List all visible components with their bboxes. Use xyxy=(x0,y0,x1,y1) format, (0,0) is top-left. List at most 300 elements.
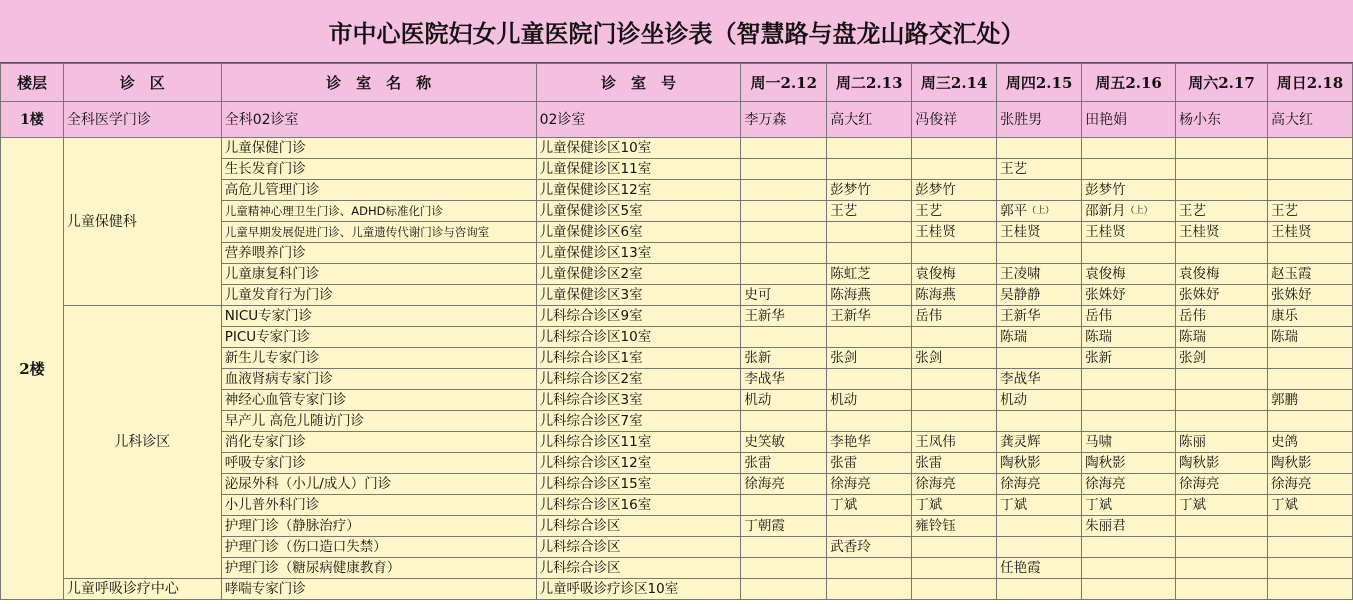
room-no-cell: 儿科综合诊区7室 xyxy=(536,411,741,432)
doctor-cell xyxy=(1082,558,1176,579)
doctor-cell xyxy=(827,579,912,600)
header-day: 周四2.15 xyxy=(997,64,1082,102)
room-name-cell: 呼吸专家门诊 xyxy=(221,453,536,474)
doctor-cell xyxy=(1082,201,1176,222)
doctor-cell xyxy=(1082,285,1176,306)
doctor-cell xyxy=(1267,453,1352,474)
floor-cell: 1楼 xyxy=(1,102,64,138)
room-no-cell: 儿童保健诊区2室 xyxy=(536,264,741,285)
doctor-name: 徐海亮 xyxy=(830,476,871,492)
doctor-cell xyxy=(1176,516,1268,537)
doctor-cell xyxy=(741,432,827,453)
room-no-cell: 儿科综合诊区15室 xyxy=(536,474,741,495)
room-no-cell: 02诊室 xyxy=(536,102,741,138)
doctor-cell xyxy=(741,201,827,222)
doctor-cell xyxy=(1267,495,1352,516)
table-row xyxy=(1,306,1353,327)
area-cell: 儿童保健科 xyxy=(63,138,221,306)
doctor-cell xyxy=(912,369,997,390)
doctor-name: 郭鹏 xyxy=(1270,392,1298,408)
doctor-cell xyxy=(1176,243,1268,264)
doctor-cell xyxy=(827,411,912,432)
room-no-cell: 儿科综合诊区16室 xyxy=(536,495,741,516)
doctor-cell xyxy=(1176,495,1268,516)
room-name-cell: 血液肾病专家门诊 xyxy=(221,369,536,390)
room-no-cell: 儿科综合诊区2室 xyxy=(536,369,741,390)
area-cell: 儿童呼吸诊疗中心 xyxy=(63,579,221,600)
doctor-cell xyxy=(1082,537,1176,558)
doctor-cell xyxy=(997,558,1082,579)
doctor-cell: 高大红 xyxy=(1267,102,1352,138)
doctor-name: 武香玲 xyxy=(830,539,871,555)
doctor-cell xyxy=(912,285,997,306)
doctor-name: 陈瑞 xyxy=(1179,329,1207,345)
room-no-cell: 儿科综合诊区9室 xyxy=(536,306,741,327)
doctor-cell xyxy=(827,285,912,306)
header-area: 诊 区 xyxy=(63,64,221,102)
doctor-cell xyxy=(1082,159,1176,180)
doctor-cell xyxy=(827,222,912,243)
doctor-name: 张姝妤 xyxy=(1179,287,1220,303)
doctor-cell xyxy=(997,474,1082,495)
doctor-cell xyxy=(1267,474,1352,495)
doctor-cell xyxy=(827,138,912,159)
room-no-cell: 儿童保健诊区5室 xyxy=(536,201,741,222)
doctor-cell xyxy=(1267,516,1352,537)
doctor-name: 丁斌 xyxy=(1179,497,1207,513)
doctor-cell xyxy=(997,180,1082,201)
doctor-cell xyxy=(997,306,1082,327)
doctor-cell xyxy=(1267,558,1352,579)
room-no-cell: 儿童呼吸诊疗诊区10室 xyxy=(536,579,741,600)
doctor-cell xyxy=(1082,138,1176,159)
doctor-cell: 高大红 xyxy=(827,102,912,138)
doctor-cell xyxy=(1267,306,1352,327)
doctor-cell xyxy=(912,474,997,495)
doctor-cell xyxy=(912,327,997,348)
doctor-cell xyxy=(1267,411,1352,432)
room-no-cell: 儿科综合诊区10室 xyxy=(536,327,741,348)
doctor-cell xyxy=(741,159,827,180)
doctor-name: 陈虹芝 xyxy=(830,266,871,282)
doctor-cell: 杨小东 xyxy=(1176,102,1268,138)
doctor-cell xyxy=(827,159,912,180)
doctor-cell xyxy=(741,474,827,495)
doctor-cell xyxy=(827,558,912,579)
doctor-name: 丁斌 xyxy=(1000,497,1028,513)
room-no-cell: 儿童保健诊区12室 xyxy=(536,180,741,201)
doctor-cell xyxy=(1082,474,1176,495)
doctor-cell xyxy=(997,390,1082,411)
doctor-name: 陈瑞 xyxy=(1085,329,1113,345)
doctor-name: 袁俊梅 xyxy=(1085,266,1126,282)
doctor-cell xyxy=(741,516,827,537)
doctor-cell xyxy=(1267,159,1352,180)
doctor-cell xyxy=(827,495,912,516)
header-day: 周五2.16 xyxy=(1082,64,1176,102)
doctor-cell xyxy=(741,579,827,600)
doctor-cell xyxy=(997,537,1082,558)
doctor-cell xyxy=(1082,348,1176,369)
doctor-name: 雍铃钰 xyxy=(915,518,956,534)
doctor-cell xyxy=(741,348,827,369)
doctor-cell xyxy=(827,327,912,348)
doctor-cell xyxy=(997,369,1082,390)
doctor-cell xyxy=(741,453,827,474)
doctor-name: 王凤伟 xyxy=(915,434,956,450)
doctor-cell xyxy=(741,390,827,411)
doctor-cell xyxy=(827,264,912,285)
doctor-cell: 田艳娟 xyxy=(1082,102,1176,138)
room-name-cell: 护理门诊（糖尿病健康教育） xyxy=(221,558,536,579)
doctor-name: 彭梦竹 xyxy=(1085,182,1126,198)
doctor-name: 徐海亮 xyxy=(1270,476,1312,492)
doctor-cell xyxy=(1082,306,1176,327)
doctor-cell xyxy=(1267,201,1352,222)
room-name-cell: 小儿普外科门诊 xyxy=(221,495,536,516)
doctor-cell xyxy=(1176,222,1268,243)
room-name-cell: PICU专家门诊 xyxy=(221,327,536,348)
doctor-cell xyxy=(1267,222,1352,243)
doctor-cell xyxy=(827,243,912,264)
room-name-cell: 生长发育门诊 xyxy=(221,159,536,180)
doctor-cell xyxy=(1176,201,1268,222)
doctor-name: 机动 xyxy=(830,392,858,408)
doctor-cell xyxy=(827,432,912,453)
room-no-cell: 儿科综合诊区 xyxy=(536,516,741,537)
doctor-name: 徐海亮 xyxy=(1179,476,1220,492)
session-note: （上） xyxy=(1027,206,1055,216)
doctor-cell xyxy=(741,138,827,159)
doctor-cell xyxy=(1267,243,1352,264)
header-row xyxy=(1,64,1353,102)
room-name-cell: 儿童早期发展促进门诊、儿童遗传代谢门诊与咨询室 xyxy=(221,222,536,243)
doctor-cell xyxy=(1176,579,1268,600)
doctor-cell xyxy=(912,138,997,159)
doctor-name: 张雷 xyxy=(830,455,858,471)
doctor-cell xyxy=(827,474,912,495)
doctor-name: 陈海燕 xyxy=(830,287,871,303)
doctor-cell xyxy=(741,411,827,432)
doctor-name: 王艺 xyxy=(830,203,858,219)
doctor-name: 陈海燕 xyxy=(915,287,956,303)
doctor-name: 李艳华 xyxy=(830,434,871,450)
doctor-name: 王桂贤 xyxy=(1270,224,1312,240)
doctor-name: 袁俊梅 xyxy=(1179,266,1220,282)
doctor-cell xyxy=(1176,390,1268,411)
room-no-cell: 儿科综合诊区 xyxy=(536,558,741,579)
doctor-cell xyxy=(741,306,827,327)
doctor-cell xyxy=(1267,432,1352,453)
doctor-name: 邵新月 xyxy=(1085,203,1126,219)
doctor-name: 张雷 xyxy=(915,455,943,471)
doctor-cell xyxy=(1267,285,1352,306)
doctor-cell xyxy=(1267,138,1352,159)
doctor-cell xyxy=(1176,138,1268,159)
doctor-cell xyxy=(741,264,827,285)
room-name-cell: 神经心血管专家门诊 xyxy=(221,390,536,411)
header-floor: 楼层 xyxy=(1,64,64,102)
doctor-name: 袁俊梅 xyxy=(915,266,956,282)
doctor-cell xyxy=(1267,369,1352,390)
doctor-cell xyxy=(1176,537,1268,558)
doctor-cell xyxy=(912,432,997,453)
doctor-cell xyxy=(1082,495,1176,516)
doctor-name: 张剑 xyxy=(830,350,858,366)
doctor-cell xyxy=(1176,558,1268,579)
doctor-name: 王新华 xyxy=(830,308,871,324)
doctor-cell xyxy=(997,201,1082,222)
doctor-name: 张新 xyxy=(744,350,772,366)
doctor-cell xyxy=(827,516,912,537)
doctor-name: 陶秋影 xyxy=(1179,455,1220,471)
doctor-cell xyxy=(1176,159,1268,180)
doctor-cell xyxy=(1082,432,1176,453)
doctor-name: 任艳霞 xyxy=(1000,560,1041,576)
room-no-cell: 儿科综合诊区3室 xyxy=(536,390,741,411)
doctor-cell xyxy=(741,285,827,306)
session-note: （上） xyxy=(1125,206,1153,216)
doctor-name: 王艺 xyxy=(1179,203,1207,219)
room-name-cell: 儿童精神心理卫生门诊、ADHD标准化门诊 xyxy=(221,201,536,222)
room-no-cell: 儿童保健诊区3室 xyxy=(536,285,741,306)
room-no-cell: 儿童保健诊区6室 xyxy=(536,222,741,243)
doctor-cell xyxy=(1082,180,1176,201)
doctor-name: 王艺 xyxy=(1000,161,1028,177)
doctor-name: 机动 xyxy=(744,392,772,408)
doctor-cell xyxy=(1267,348,1352,369)
doctor-cell xyxy=(1082,411,1176,432)
doctor-cell xyxy=(997,138,1082,159)
room-no-cell: 儿科综合诊区12室 xyxy=(536,453,741,474)
doctor-name: 史可 xyxy=(744,287,772,303)
doctor-name: 李战华 xyxy=(1000,371,1041,387)
doctor-cell xyxy=(1267,327,1352,348)
doctor-cell xyxy=(997,453,1082,474)
doctor-cell xyxy=(1176,327,1268,348)
doctor-name: 彭梦竹 xyxy=(830,182,871,198)
doctor-cell xyxy=(827,180,912,201)
doctor-cell xyxy=(827,348,912,369)
room-no-cell: 儿科综合诊区11室 xyxy=(536,432,741,453)
doctor-name: 岳伟 xyxy=(915,308,943,324)
doctor-cell xyxy=(1176,348,1268,369)
doctor-cell xyxy=(912,537,997,558)
doctor-cell xyxy=(741,222,827,243)
doctor-cell: 李万森 xyxy=(741,102,827,138)
doctor-cell xyxy=(912,516,997,537)
doctor-name: 徐海亮 xyxy=(744,476,785,492)
doctor-name: 张剑 xyxy=(915,350,943,366)
doctor-name: 史笑敏 xyxy=(744,434,785,450)
doctor-cell xyxy=(912,558,997,579)
doctor-cell xyxy=(912,243,997,264)
room-name-cell: 营养喂养门诊 xyxy=(221,243,536,264)
doctor-name: 岳伟 xyxy=(1085,308,1113,324)
doctor-cell xyxy=(997,516,1082,537)
doctor-cell xyxy=(1267,180,1352,201)
doctor-cell xyxy=(1267,264,1352,285)
doctor-cell xyxy=(1082,264,1176,285)
doctor-cell xyxy=(912,348,997,369)
area-cell: 儿科诊区 xyxy=(63,306,221,579)
table-row xyxy=(1,138,1353,159)
doctor-name: 张雷 xyxy=(744,455,772,471)
doctor-cell xyxy=(997,348,1082,369)
header-day: 周二2.13 xyxy=(827,64,912,102)
doctor-name: 徐海亮 xyxy=(1085,476,1126,492)
room-name-cell: 新生儿专家门诊 xyxy=(221,348,536,369)
doctor-cell xyxy=(1176,306,1268,327)
doctor-name: 陶秋影 xyxy=(1000,455,1041,471)
doctor-name: 陈瑞 xyxy=(1270,329,1298,345)
doctor-cell xyxy=(1082,453,1176,474)
doctor-name: 赵玉霞 xyxy=(1270,266,1312,282)
room-name-cell: 护理门诊（静脉治疗） xyxy=(221,516,536,537)
doctor-cell xyxy=(912,495,997,516)
room-no-cell: 儿童保健诊区11室 xyxy=(536,159,741,180)
doctor-name: 陈丽 xyxy=(1179,434,1207,450)
doctor-cell xyxy=(827,306,912,327)
doctor-cell xyxy=(827,201,912,222)
doctor-name: 吴静静 xyxy=(1000,287,1041,303)
doctor-name: 丁斌 xyxy=(830,497,858,513)
doctor-name: 王桂贤 xyxy=(915,224,956,240)
doctor-name: 丁斌 xyxy=(915,497,943,513)
room-no-cell: 儿科综合诊区1室 xyxy=(536,348,741,369)
doctor-cell xyxy=(741,558,827,579)
doctor-name: 李战华 xyxy=(744,371,785,387)
doctor-name: 王凌啸 xyxy=(1000,266,1041,282)
doctor-cell: 冯俊祥 xyxy=(912,102,997,138)
doctor-cell xyxy=(912,201,997,222)
doctor-cell xyxy=(912,390,997,411)
doctor-name: 马啸 xyxy=(1085,434,1113,450)
room-name-cell: 护理门诊（伤口造口失禁） xyxy=(221,537,536,558)
doctor-cell: 张胜男 xyxy=(997,102,1082,138)
doctor-name: 王艺 xyxy=(1270,203,1298,219)
doctor-cell xyxy=(827,369,912,390)
room-name-cell: 儿童康复科门诊 xyxy=(221,264,536,285)
doctor-cell xyxy=(1082,579,1176,600)
doctor-name: 王新华 xyxy=(1000,308,1041,324)
doctor-cell xyxy=(997,411,1082,432)
doctor-cell xyxy=(741,243,827,264)
doctor-name: 岳伟 xyxy=(1179,308,1207,324)
doctor-cell xyxy=(1082,369,1176,390)
doctor-cell xyxy=(1082,516,1176,537)
doctor-cell xyxy=(1176,432,1268,453)
doctor-name: 机动 xyxy=(1000,392,1028,408)
doctor-cell xyxy=(912,306,997,327)
doctor-cell xyxy=(997,159,1082,180)
doctor-cell xyxy=(912,264,997,285)
header-day: 周日2.18 xyxy=(1267,64,1352,102)
doctor-cell xyxy=(912,579,997,600)
doctor-cell xyxy=(827,390,912,411)
doctor-name: 史鸽 xyxy=(1270,434,1298,450)
doctor-name: 郭平 xyxy=(1000,203,1028,219)
doctor-name: 丁斌 xyxy=(1270,497,1298,513)
doctor-name: 朱丽君 xyxy=(1085,518,1126,534)
doctor-cell xyxy=(997,579,1082,600)
doctor-cell xyxy=(1082,390,1176,411)
doctor-name: 王桂贤 xyxy=(1179,224,1220,240)
doctor-name: 陈瑞 xyxy=(1000,329,1028,345)
doctor-cell xyxy=(1082,222,1176,243)
doctor-cell xyxy=(1082,243,1176,264)
doctor-cell xyxy=(1176,453,1268,474)
doctor-cell xyxy=(912,222,997,243)
doctor-cell xyxy=(912,453,997,474)
room-name-cell: NICU专家门诊 xyxy=(221,306,536,327)
doctor-name: 丁朝霞 xyxy=(744,518,785,534)
doctor-cell xyxy=(912,411,997,432)
header-room-no: 诊 室 号 xyxy=(536,64,741,102)
doctor-name: 康乐 xyxy=(1270,308,1298,324)
header-day: 周三2.14 xyxy=(912,64,997,102)
room-name-cell: 早产儿 高危儿随访门诊 xyxy=(221,411,536,432)
doctor-cell xyxy=(1176,285,1268,306)
header-day: 周六2.17 xyxy=(1176,64,1268,102)
doctor-cell xyxy=(912,159,997,180)
room-no-cell: 儿童保健诊区13室 xyxy=(536,243,741,264)
doctor-cell xyxy=(741,537,827,558)
doctor-cell xyxy=(1176,411,1268,432)
doctor-cell xyxy=(1176,369,1268,390)
doctor-cell xyxy=(912,180,997,201)
doctor-name: 彭梦竹 xyxy=(915,182,956,198)
room-name-cell: 泌尿外科（小儿/成人）门诊 xyxy=(221,474,536,495)
doctor-cell xyxy=(1176,180,1268,201)
schedule-table xyxy=(0,63,1353,600)
doctor-cell xyxy=(741,369,827,390)
doctor-cell xyxy=(1267,390,1352,411)
doctor-cell xyxy=(1176,264,1268,285)
doctor-cell xyxy=(997,327,1082,348)
doctor-name: 徐海亮 xyxy=(1000,476,1041,492)
header-day: 周一2.12 xyxy=(741,64,827,102)
room-name-cell: 儿童发育行为门诊 xyxy=(221,285,536,306)
doctor-name: 王桂贤 xyxy=(1000,224,1041,240)
room-name-cell: 高危儿管理门诊 xyxy=(221,180,536,201)
doctor-cell xyxy=(997,222,1082,243)
doctor-cell xyxy=(827,453,912,474)
doctor-cell xyxy=(997,243,1082,264)
room-name-cell: 哮喘专家门诊 xyxy=(221,579,536,600)
room-name-cell: 消化专家门诊 xyxy=(221,432,536,453)
doctor-name: 陶秋影 xyxy=(1270,455,1312,471)
doctor-cell xyxy=(997,432,1082,453)
floor-cell: 2楼 xyxy=(1,138,64,600)
area-cell: 全科医学门诊 xyxy=(63,102,221,138)
doctor-name: 王新华 xyxy=(744,308,785,324)
doctor-cell xyxy=(997,285,1082,306)
room-name-cell: 儿童保健门诊 xyxy=(221,138,536,159)
doctor-name: 王桂贤 xyxy=(1085,224,1126,240)
doctor-cell xyxy=(827,537,912,558)
doctor-cell xyxy=(997,264,1082,285)
sheet-title: 市中心医院妇女儿童医院门诊坐诊表（智慧路与盘龙山路交汇处） xyxy=(0,0,1353,63)
doctor-name: 张新 xyxy=(1085,350,1113,366)
table-row xyxy=(1,579,1353,600)
doctor-cell xyxy=(1176,474,1268,495)
doctor-cell xyxy=(1082,327,1176,348)
doctor-name: 徐海亮 xyxy=(915,476,956,492)
doctor-name: 王艺 xyxy=(915,203,943,219)
doctor-name: 丁斌 xyxy=(1085,497,1113,513)
room-no-cell: 儿童保健诊区10室 xyxy=(536,138,741,159)
